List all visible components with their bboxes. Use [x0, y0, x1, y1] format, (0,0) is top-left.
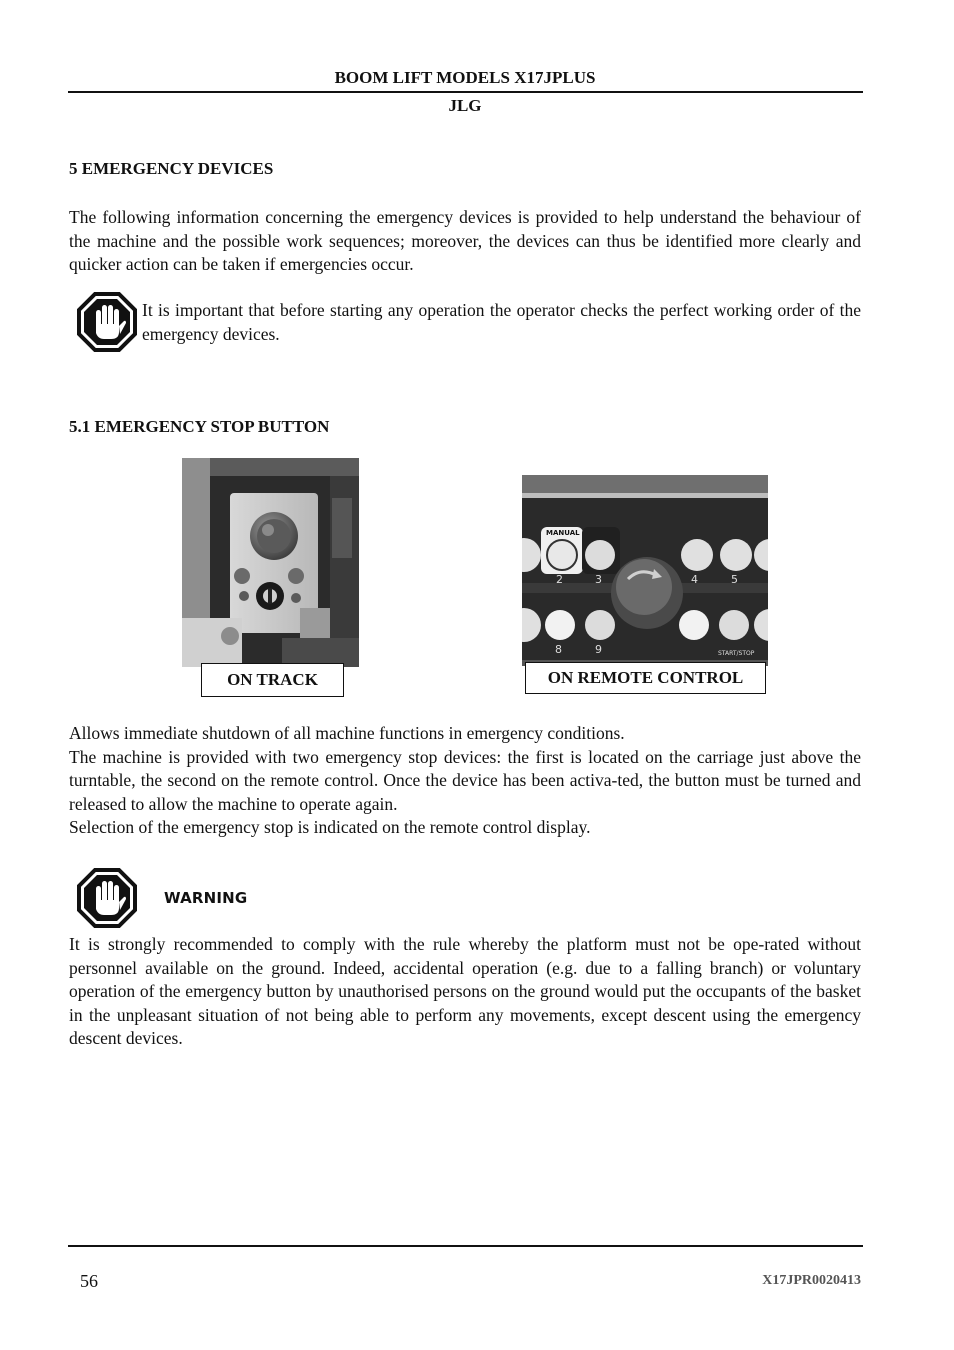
remote-label-startstop: START/STOP — [718, 650, 755, 657]
warning-label: WARNING — [164, 889, 248, 907]
body-line-3: Selection of the emergency stop is indicated on the remote control display. — [69, 817, 591, 838]
header-subtitle: JLG — [448, 96, 482, 115]
warning-text: It is strongly recommended to comply with the rule whereby the platform must not be ope-rated without personnel available on the ground. Indeed, accidental operation (e.g. due to a falling branch) or voluntary operation of the emergency button by unauthorised persons on the ground would put the occupants of the basket in the unpleasant situation of not being able to perform any movements, except descent using the emergency descent devices. — [69, 934, 861, 1049]
header-title: BOOM LIFT MODELS X17JPLUS — [334, 68, 596, 87]
footer-divider — [68, 1245, 863, 1247]
remote-label-3: 3 — [595, 573, 602, 586]
remote-label-2: 2 — [556, 573, 563, 586]
remote-control-photo — [522, 475, 768, 666]
intro-text: The following information concerning the emergency devices is provided to help understand the behaviour of the machine and the possible work sequences; moreover, the devices can thus be identified more clearly and quicker action can be taken if emergencies occur. — [69, 207, 861, 275]
caption-on-remote-control: ON REMOTE CONTROL — [525, 662, 766, 694]
warning-paragraph — [69, 933, 861, 1051]
section-heading-emergency-stop: 5.1 EMERGENCY STOP BUTTON — [69, 417, 330, 436]
stop-hand-icon — [77, 868, 137, 928]
remote-label-8: 8 — [555, 643, 562, 656]
document-code: X17JPR0020413 — [762, 1273, 861, 1288]
remote-label-9: 9 — [595, 643, 602, 656]
intro-paragraph — [69, 206, 861, 277]
body-line-2: The machine is provided with two emergency stop devices: the first is located on the carriage just above the turntable, the second on the remote control. Once the device has been activa-ted, the button must be turned and released to allow the machine to operate again. — [69, 746, 861, 814]
note-text: It is important that before starting any operation the operator checks the perfect working order of the emergency devices. — [142, 300, 861, 344]
caption-on-track: ON TRACK — [201, 663, 344, 697]
page-number: 56 — [80, 1271, 98, 1291]
remote-label-5: 5 — [731, 573, 738, 586]
header-divider — [68, 91, 863, 93]
remote-label-4: 4 — [691, 573, 698, 586]
emergency-stop-paragraph — [69, 722, 861, 840]
note-paragraph — [142, 299, 861, 346]
body-line-1: Allows immediate shutdown of all machine functions in emergency conditions. — [69, 723, 625, 743]
remote-label-manual: MANUAL — [546, 529, 580, 537]
section-heading-emergency-devices: 5 EMERGENCY DEVICES — [69, 159, 274, 178]
on-track-photo — [182, 458, 359, 667]
stop-hand-icon — [77, 292, 137, 352]
